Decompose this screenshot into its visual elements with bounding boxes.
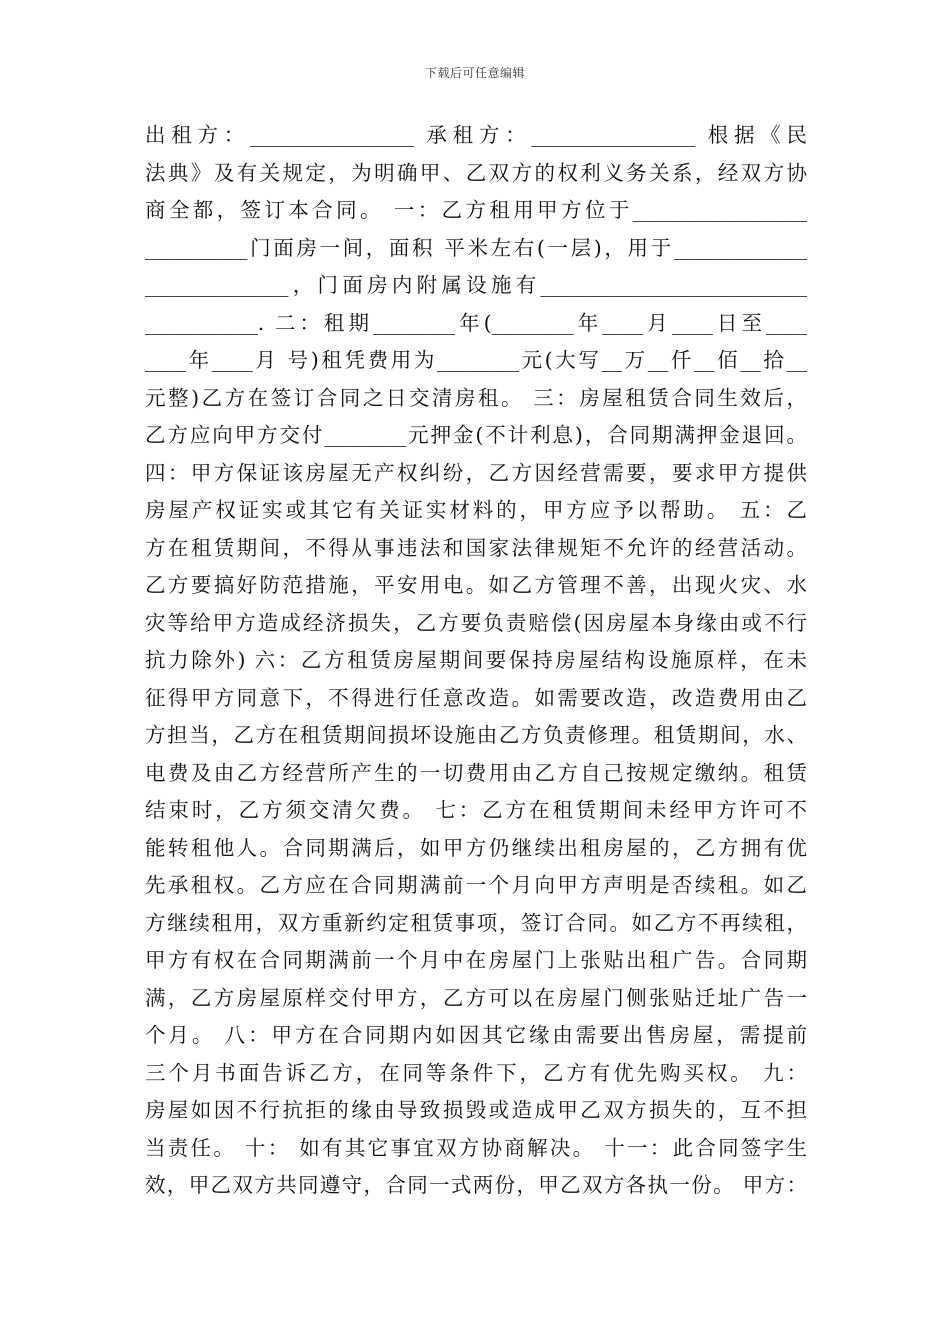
contract-line: 满，乙方房屋原样交付甲方，乙方可以在房屋门侧张贴迁址广告一 <box>145 985 807 1010</box>
contract-line: 抗力除外) 六：乙方租赁房屋期间要保持房屋结构设施原样，在未 <box>145 648 807 672</box>
contract-line: 房屋产权证实或其它有关证实材料的，甲方应予以帮助。 五：乙 <box>145 498 807 522</box>
contract-line: 方担当，乙方在租赁期间损坏设施由乙方负责修理。租赁期间，水、 <box>145 723 807 747</box>
contract-line: 法典》及有关规定，为明确甲、乙双方的权利义务关系，经双方协 <box>145 160 807 185</box>
contract-line: ___________. 二：租期________年(________年____月____日至____ <box>145 310 807 335</box>
contract-line: 当责任。 十： 如有其它事宜双方协商解决。 十一：此合同签字生 <box>145 1135 807 1160</box>
contract-line: ______________，门面房内附属设施有__________________________ <box>145 273 807 297</box>
contract-line: 元整)乙方在签订合同之日交清房租。 三：房屋租赁合同生效后， <box>145 385 807 410</box>
contract-line: 征得甲方同意下，不得进行任意改造。如需要改造，改造费用由乙 <box>145 685 807 710</box>
contract-line: ____年____月 号)租凭费用为________元(大写__万__仟__佰__拾__ <box>145 348 807 372</box>
page-header: 下载后可任意编辑 <box>424 66 525 80</box>
contract-line: 甲方有权在合同期满前一个月中在房屋门上张贴出租广告。合同期 <box>145 948 807 972</box>
contract-line: 能转租他人。合同期满后，如甲方仍继续出租房屋的，乙方拥有优 <box>145 835 807 860</box>
contract-line: 电费及由乙方经营所产生的一切费用由乙方自己按规定缴纳。租赁 <box>145 760 807 785</box>
contract-line: 方在租赁期间，不得从事违法和国家法律规矩不允许的经营活动。 <box>145 535 807 560</box>
contract-line: 商全都，签订本合同。 一：乙方租用甲方位于_________________ <box>145 198 807 222</box>
contract-body <box>145 117 807 1205</box>
contract-line: 乙方要搞好防范措施，平安用电。如乙方管理不善，出现火灾、水 <box>145 573 807 597</box>
contract-line: 乙方应向甲方交付________元押金(不计利息)，合同期满押金退回。 <box>145 423 807 447</box>
contract-line: 灾等给甲方造成经济损失，乙方要负责赔偿(因房屋本身缘由或不行 <box>145 610 807 635</box>
contract-line: 方继续租用，双方重新约定租赁事项，签订合同。如乙方不再续租， <box>145 910 807 935</box>
contract-line: 先承租权。乙方应在合同期满前一个月向甲方声明是否续租。如乙 <box>145 873 807 897</box>
contract-line: 房屋如因不行抗拒的缘由导致损毁或造成甲乙双方损失的，互不担 <box>145 1098 807 1122</box>
contract-line: 个月。 八：甲方在合同期内如因其它缘由需要出售房屋，需提前 <box>145 1023 807 1047</box>
contract-line: 四：甲方保证该房屋无产权纠纷，乙方因经营需要，要求甲方提供 <box>145 460 807 485</box>
contract-line: __________门面房一间，面积 平米左右(一层)，用于_____________ <box>145 235 807 260</box>
contract-line: 出租方：________________ 承租方：________________ 根据《民 <box>145 123 807 147</box>
contract-line: 三个月书面告诉乙方，在同等条件下，乙方有优先购买权。 九： <box>145 1060 807 1085</box>
contract-line: 结束时，乙方须交清欠费。 七：乙方在租赁期间未经甲方许可不 <box>145 798 807 822</box>
contract-line: 效，甲乙双方共同遵守，合同一式两份，甲乙双方各执一份。 甲方： <box>145 1173 807 1197</box>
